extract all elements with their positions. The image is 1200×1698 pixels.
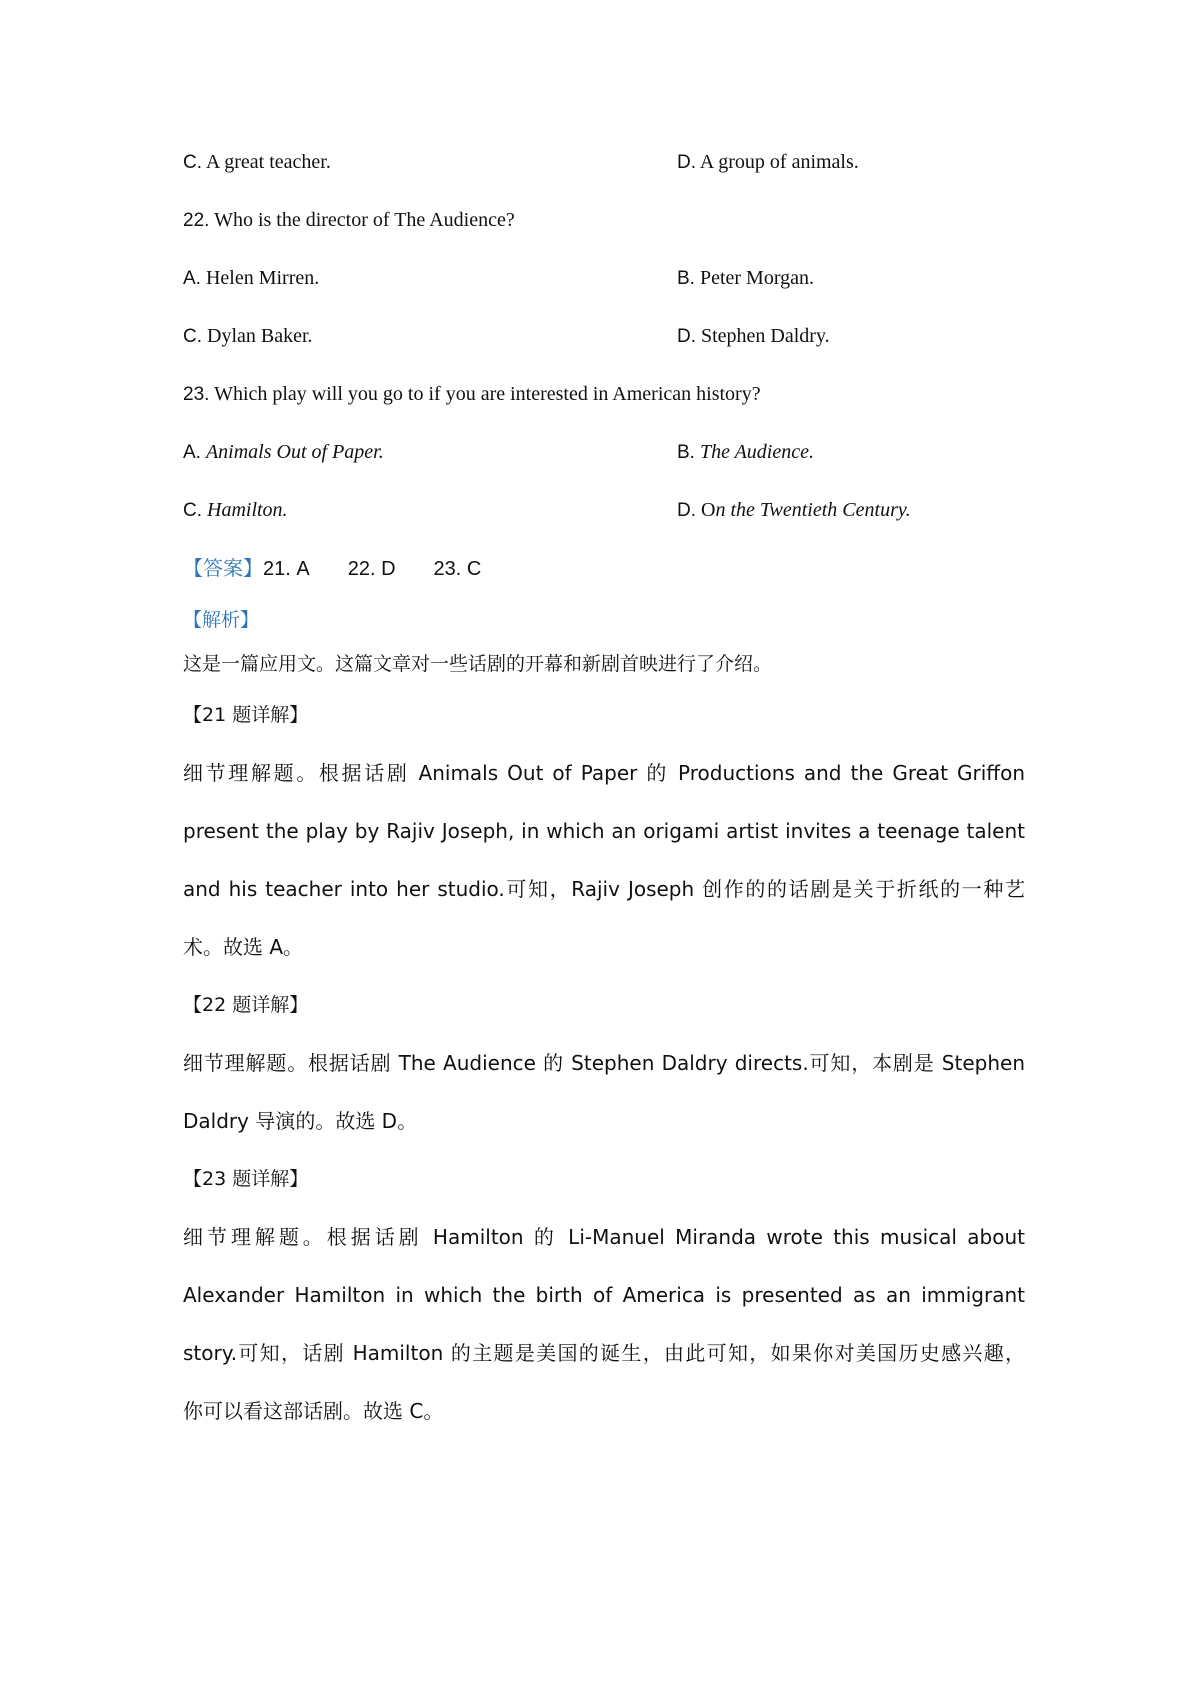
question-text: Who is the director of The Audience? bbox=[214, 209, 515, 231]
answer-22: 22. D bbox=[347, 558, 396, 580]
paragraph-line: 术。故选 A。 bbox=[183, 935, 304, 959]
question-text: Which play will you go to if you are interested in American history? bbox=[214, 383, 761, 405]
answer-tag: 【答案】 bbox=[183, 558, 263, 580]
q22-option-d bbox=[677, 322, 830, 351]
q23-option-c bbox=[183, 496, 288, 525]
option-text: n the Twentieth Century. bbox=[715, 499, 911, 521]
detail-23-heading: 【23 题详解】 bbox=[183, 1168, 309, 1190]
analysis-intro: 这是一篇应用文。这篇文章对一些话剧的开幕和新剧首映进行了介绍。 bbox=[183, 653, 773, 675]
paragraph-line: present the play by Rajiv Joseph, in which an origami artist invites a teenage talent bbox=[183, 819, 1025, 843]
q22-stem bbox=[183, 206, 515, 235]
paragraph-line: 细节理解题。根据话剧 Animals Out of Paper 的 Productions and the Great Griffon bbox=[183, 761, 1025, 785]
q23-option-a bbox=[183, 438, 384, 467]
answer-23: 23. C bbox=[433, 558, 482, 580]
paragraph-line: Daldry 导演的。故选 D。 bbox=[183, 1109, 418, 1133]
option-label: C. bbox=[183, 326, 202, 347]
option-text: Stephen Daldry. bbox=[701, 325, 830, 347]
paragraph-line: 你可以看这部话剧。故选 C。 bbox=[183, 1399, 444, 1423]
option-label: C. bbox=[183, 500, 202, 521]
option-label: D. bbox=[677, 152, 696, 173]
option-label: D. bbox=[677, 500, 696, 521]
option-label: D. bbox=[677, 326, 696, 347]
q21-option-c bbox=[183, 148, 331, 177]
option-text: Helen Mirren. bbox=[205, 267, 320, 289]
question-number: 22. bbox=[183, 210, 210, 231]
q22-option-a bbox=[183, 264, 319, 293]
answer-line bbox=[183, 555, 481, 583]
paragraph-line: 细节理解题。根据话剧 The Audience 的 Stephen Daldry directs.可知，本剧是 Stephen bbox=[183, 1051, 1025, 1075]
analysis-tag-line bbox=[183, 606, 259, 634]
q22-option-b bbox=[677, 264, 814, 293]
q23-option-b bbox=[677, 438, 814, 467]
q22-option-c bbox=[183, 322, 313, 351]
answer-21: 21. A bbox=[263, 558, 310, 580]
option-text: The Audience. bbox=[699, 441, 814, 463]
option-label: C. bbox=[183, 152, 202, 173]
option-label: B. bbox=[677, 268, 695, 289]
detail-23-paragraph bbox=[183, 1223, 1025, 1425]
option-label: B. bbox=[677, 442, 695, 463]
option-label: A. bbox=[183, 268, 201, 289]
q23-option-d bbox=[677, 496, 911, 525]
paragraph-line: 细节理解题。根据话剧 Hamilton 的 Li-Manuel Miranda wrote this musical about bbox=[183, 1225, 1025, 1249]
detail-21-paragraph bbox=[183, 759, 1025, 961]
option-text: Hamilton. bbox=[207, 499, 288, 521]
option-text: Animals Out of Paper. bbox=[205, 441, 384, 463]
paragraph-line: Alexander Hamilton in which the birth of America is presented as an immigrant bbox=[183, 1283, 1025, 1307]
detail-21-heading: 【21 题详解】 bbox=[183, 704, 309, 726]
q23-stem bbox=[183, 380, 761, 409]
analysis-tag: 【解析】 bbox=[183, 609, 260, 631]
option-text: A great teacher. bbox=[205, 151, 331, 173]
option-prefix: O bbox=[701, 499, 716, 521]
paragraph-line: story.可知，话剧 Hamilton 的主题是美国的诞生，由此可知，如果你对美国历史感兴趣， bbox=[183, 1341, 1025, 1365]
paragraph-line: and his teacher into her studio.可知，Rajiv Joseph 创作的的话剧是关于折纸的一种艺 bbox=[183, 877, 1025, 901]
detail-22-paragraph bbox=[183, 1049, 1025, 1135]
option-text: A group of animals. bbox=[699, 151, 859, 173]
option-text: Dylan Baker. bbox=[207, 325, 313, 347]
q21-option-d bbox=[677, 148, 859, 177]
option-text: Peter Morgan. bbox=[699, 267, 815, 289]
question-number: 23. bbox=[183, 384, 210, 405]
detail-22-heading: 【22 题详解】 bbox=[183, 994, 309, 1016]
option-label: A. bbox=[183, 442, 201, 463]
